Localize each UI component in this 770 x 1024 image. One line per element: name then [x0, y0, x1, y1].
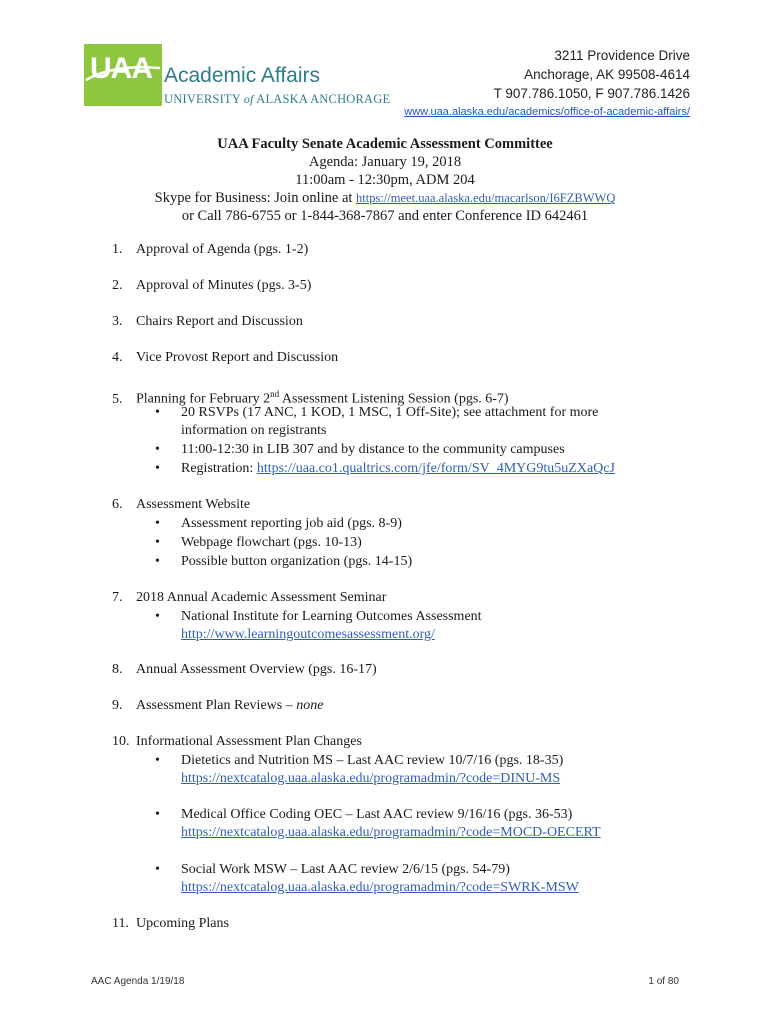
- address-street: 3211 Providence Drive: [554, 48, 690, 63]
- bullet-icon: •: [155, 516, 160, 531]
- logo-academic-affairs: Academic Affairs: [164, 64, 321, 87]
- item-5-bullet-rsvps-cont: information on registrants: [181, 423, 327, 438]
- dietetics-link[interactable]: https://nextcatalog.uaa.alaska.edu/programadmin/?code=DINU-MS: [181, 771, 561, 786]
- footer-doc-name: AAC Agenda 1/19/18: [91, 976, 185, 987]
- bullet-icon: •: [155, 535, 160, 550]
- agenda-date: Agenda: January 19, 2018: [308, 154, 462, 170]
- agenda-item-10: 10. Informational Assessment Plan Changes: [112, 734, 362, 749]
- agenda-item-1: 1. Approval of Agenda (pgs. 1-2): [112, 242, 309, 257]
- agenda-item-5: 5. Planning for February 2nd Assessment Listening Session (pgs. 6-7): [112, 389, 509, 407]
- bullet-icon: •: [155, 442, 160, 457]
- bullet-icon: •: [155, 461, 160, 476]
- agenda-item-8: 8. Annual Assessment Overview (pgs. 16-17): [112, 662, 377, 677]
- skype-line: Skype for Business: Join online at https://meet.uaa.alaska.edu/macarlson/I6FZBWWQ: [154, 190, 616, 206]
- bullet-icon: •: [155, 862, 160, 877]
- nilo-link[interactable]: http://www.learningoutcomesassessment.org/: [181, 627, 435, 642]
- medical-coding-link[interactable]: https://nextcatalog.uaa.alaska.edu/programadmin/?code=MOCD-OECERT: [181, 825, 601, 840]
- agenda-item-2: 2. Approval of Minutes (pgs. 3-5): [112, 278, 312, 293]
- skype-link[interactable]: https://meet.uaa.alaska.edu/macarlson/I6FZBWWQ: [356, 191, 616, 205]
- agenda-item-3: 3. Chairs Report and Discussion: [112, 314, 303, 329]
- swoosh-icon: [84, 50, 162, 90]
- logo-letters: UAA: [90, 52, 152, 85]
- bullet-icon: •: [155, 554, 160, 569]
- logo-university: UNIVERSITY of ALASKA ANCHORAGE: [164, 92, 391, 106]
- bullet-icon: •: [155, 753, 160, 768]
- agenda-item-9: 9. Assessment Plan Reviews – none: [112, 698, 324, 713]
- agenda-item-4: 4. Vice Provost Report and Discussion: [112, 350, 339, 365]
- logo-mark: [84, 44, 162, 106]
- address-block: [404, 46, 690, 122]
- committee-title: UAA Faculty Senate Academic Assessment Committee: [217, 136, 553, 152]
- agenda-item-7: 7. 2018 Annual Academic Assessment Seminar: [112, 590, 387, 605]
- bullet-icon: •: [155, 405, 160, 420]
- bullet-icon: •: [155, 807, 160, 822]
- agenda-heading: [0, 135, 770, 225]
- address-phone: T 907.786.1050, F 907.786.1426: [493, 86, 690, 101]
- bullet-icon: •: [155, 609, 160, 624]
- address-city: Anchorage, AK 99508-4614: [524, 67, 690, 82]
- agenda-item-11: 11. Upcoming Plans: [112, 916, 229, 931]
- address-web-link[interactable]: www.uaa.alaska.edu/academics/office-of-academic-affairs/: [404, 106, 690, 118]
- social-work-link[interactable]: https://nextcatalog.uaa.alaska.edu/programadmin/?code=SWRK-MSW: [181, 880, 579, 895]
- uaa-logo: [84, 44, 391, 112]
- registration-link[interactable]: https://uaa.co1.qualtrics.com/jfe/form/SV_4MYG9tu5uZXaQcJ: [256, 461, 615, 476]
- agenda-item-6: 6. Assessment Website: [112, 497, 251, 512]
- footer-page-number: 1 of 80: [648, 976, 679, 987]
- conference-call-line: or Call 786-6755 or 1-844-368-7867 and enter Conference ID 642461: [181, 208, 589, 224]
- meeting-time-place: 11:00am - 12:30pm, ADM 204: [295, 172, 475, 188]
